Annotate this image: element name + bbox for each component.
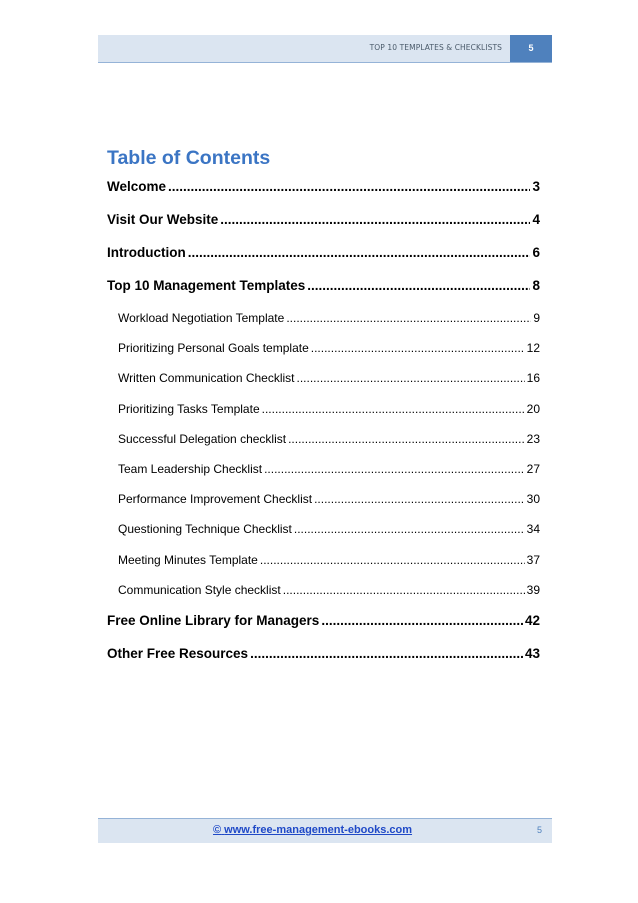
toc-entry-welcome[interactable] (107, 179, 540, 194)
toc-entry-page: 30 (526, 492, 540, 506)
toc-entry-text: Workload Negotiation Template (118, 311, 285, 325)
website-link-text: www.free-management-ebooks.com (224, 824, 413, 836)
toc-entry-page: 3 (532, 179, 540, 194)
toc-entry-page: 43 (524, 646, 540, 661)
toc-entry-text: Visit Our Website (107, 212, 219, 227)
website-link[interactable] (213, 824, 412, 836)
toc-entry-text: Free Online Library for Managers (107, 613, 320, 628)
toc-entry-top-10-templates[interactable] (107, 278, 540, 293)
toc-subentry-successful-delegation[interactable] (118, 432, 540, 446)
toc-entry-page: 42 (524, 613, 540, 628)
copyright-symbol: © (213, 824, 222, 836)
toc-entry-page: 37 (526, 553, 540, 567)
page-header (98, 35, 552, 63)
toc-entry-text: Top 10 Management Templates (107, 278, 306, 293)
footer-page-number: 5 (536, 825, 542, 835)
toc-entry-other-free-resources[interactable] (107, 646, 540, 661)
toc-entry-text: Questioning Technique Checklist (118, 522, 292, 536)
toc-entry-page: 16 (526, 371, 540, 385)
toc-subentry-meeting-minutes[interactable] (118, 553, 540, 567)
toc-entry-text: Prioritizing Personal Goals template (118, 341, 309, 355)
toc-entry-text: Communication Style checklist (118, 583, 281, 597)
toc-entry-page: 27 (526, 462, 540, 476)
toc-entry-visit-website[interactable] (107, 212, 540, 227)
toc-entry-page: 8 (532, 278, 540, 293)
header-title: TOP 10 TEMPLATES & CHECKLISTS (369, 43, 502, 52)
toc-entry-text: Other Free Resources (107, 646, 249, 661)
toc-entry-text: Prioritizing Tasks Template (118, 402, 260, 416)
toc-subentry-workload-negotiation[interactable] (118, 311, 540, 325)
toc-entry-page: 9 (533, 311, 540, 325)
header-page-number: 5 (510, 35, 552, 62)
toc-subentry-written-communication[interactable] (118, 371, 540, 385)
toc-subentry-prioritizing-tasks[interactable] (118, 402, 540, 416)
toc-subentry-team-leadership[interactable] (118, 462, 540, 476)
toc-entry-text: Team Leadership Checklist (118, 462, 263, 476)
toc-entry-page: 6 (532, 245, 540, 260)
toc-subentry-personal-goals[interactable] (118, 341, 540, 355)
toc-entry-text: Welcome (107, 179, 167, 194)
toc-entry-page: 23 (526, 432, 540, 446)
toc-entry-text: Introduction (107, 245, 186, 260)
toc-entry-page: 39 (526, 583, 540, 597)
toc-subentry-communication-style[interactable] (118, 583, 540, 597)
toc-entry-introduction[interactable] (107, 245, 540, 260)
page-footer (98, 818, 552, 843)
toc-entry-page: 20 (526, 402, 540, 416)
toc-entry-free-online-library[interactable] (107, 613, 540, 628)
toc-entry-text: Performance Improvement Checklist (118, 492, 313, 506)
toc-subentry-questioning-technique[interactable] (118, 522, 540, 536)
toc-entry-page: 34 (526, 522, 540, 536)
toc-entry-page: 12 (526, 341, 540, 355)
toc-entry-text: Written Communication Checklist (118, 371, 295, 385)
toc-entry-page: 4 (532, 212, 540, 227)
toc-heading: Table of Contents (107, 147, 271, 169)
toc-entry-text: Successful Delegation checklist (118, 432, 287, 446)
toc-entry-text: Meeting Minutes Template (118, 553, 258, 567)
toc-subentry-performance-improvement[interactable] (118, 492, 540, 506)
